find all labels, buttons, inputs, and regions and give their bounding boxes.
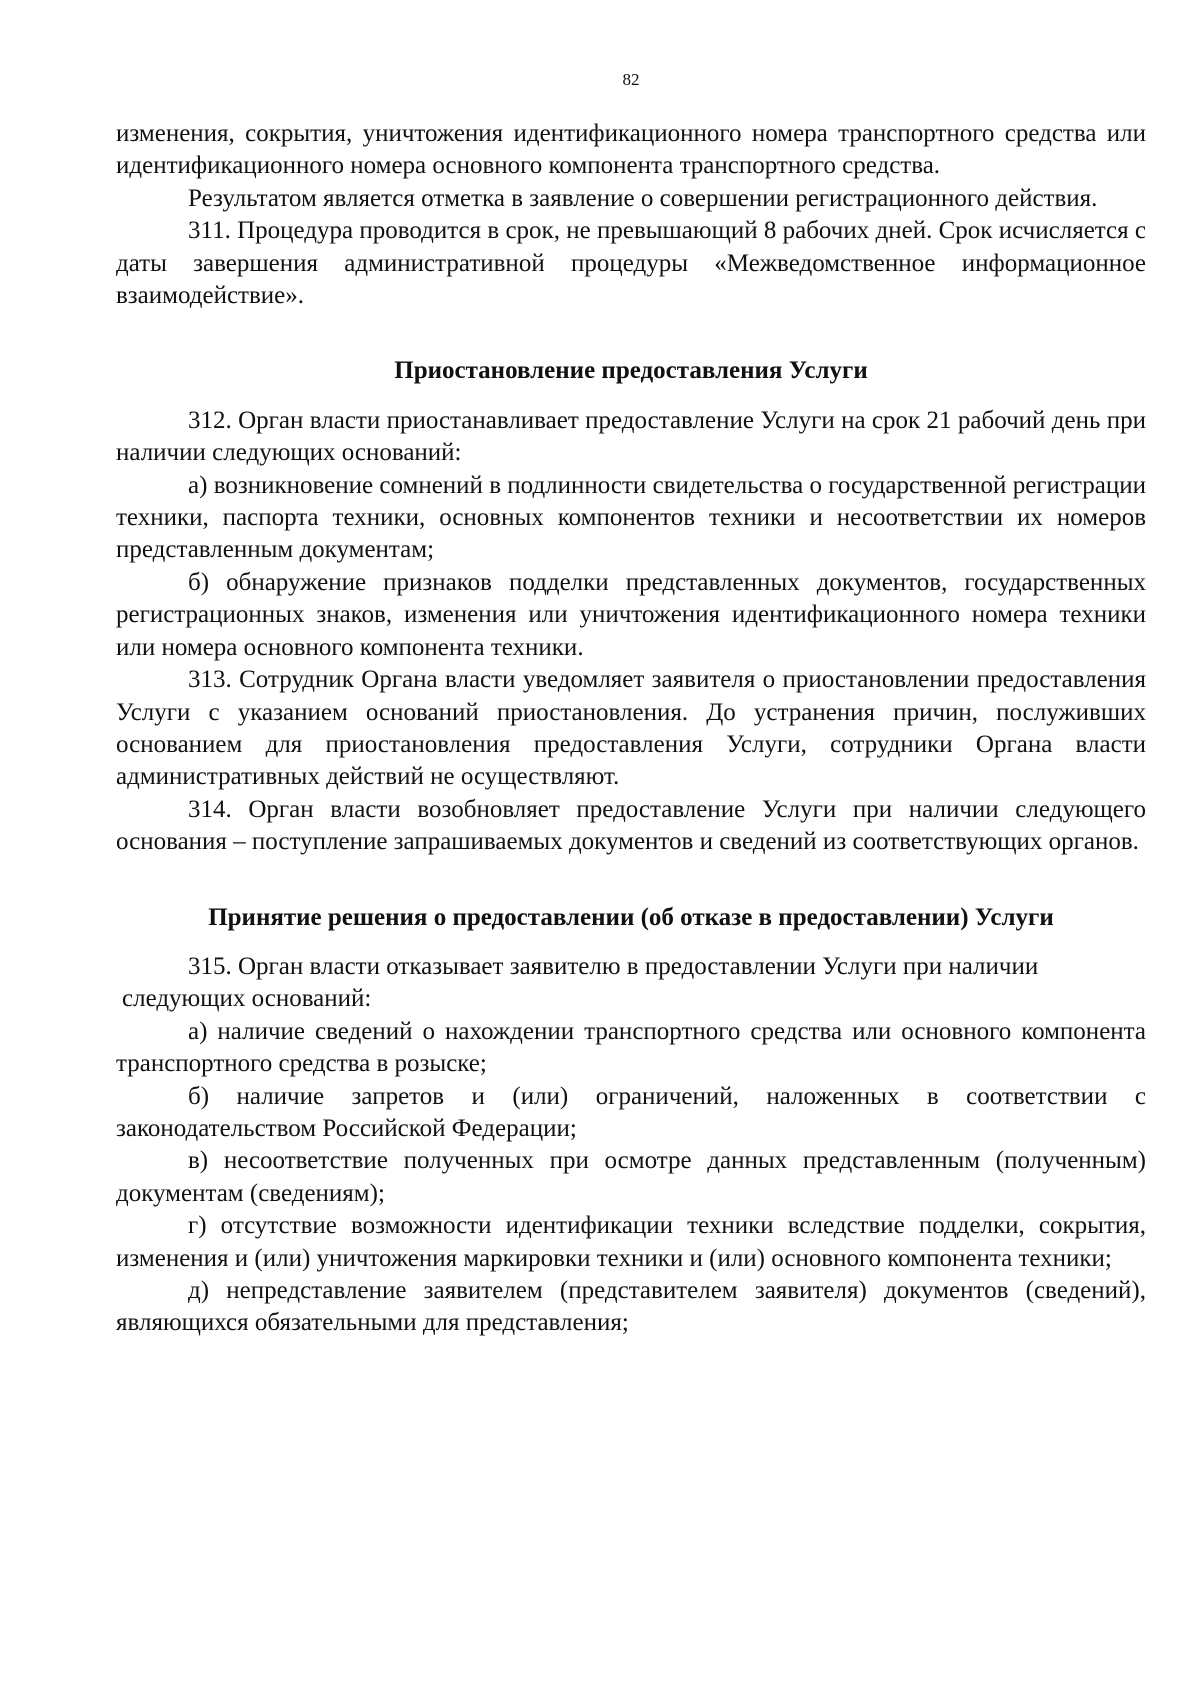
section-heading-decision: Принятие решения о предоставлении (об отказе в предоставлении) Услуги xyxy=(208,903,1054,931)
paragraph-312-b: б) обнаружение признаков подделки представленных документов, государственных регистрационных знаков, изменения или уничтожения идентификационного номера техники или номера основного компонента техники. xyxy=(116,568,1146,661)
page-number: 82 xyxy=(622,70,640,89)
section-spacer xyxy=(116,388,1146,405)
paragraph-315-a: а) наличие сведений о нахождении транспортного средства или основного компонента транспортного средства в розыске; xyxy=(116,1017,1146,1078)
paragraph-continuation: изменения, сокрытия, уничтожения идентификационного номера транспортного средства или идентификационного номера основного компонента транспортного средства. xyxy=(116,120,1146,180)
paragraph-315-continuation: следующих оснований: xyxy=(122,985,372,1013)
paragraph-result: Результатом является отметка в заявление о совершении регистрационного действия. xyxy=(188,184,1098,212)
document-body xyxy=(116,118,1146,1340)
paragraph-314: 314. Орган власти возобновляет предоставление Услуги при наличии следующего основания – поступление запрашиваемых документов и сведений из соответствующих органов. xyxy=(116,795,1146,856)
paragraph-315-d: д) непредставление заявителем (представителем заявителя) документов (сведений), являющихся обязательными для представления; xyxy=(116,1277,1146,1337)
paragraph-315: 315. Орган власти отказывает заявителю в предоставлении Услуги при наличии xyxy=(188,952,1039,980)
paragraph-315-v: в) несоответствие полученных при осмотре данных представленным (полученным) документам (сведениям); xyxy=(116,1147,1146,1207)
paragraph-315-b: б) наличие запретов и (или) ограничений, наложенных в соответствии с законодательством Российской Федерации; xyxy=(116,1082,1146,1142)
paragraph-311: 311. Процедура проводится в срок, не превышающий 8 рабочих дней. Срок исчисляется с даты завершения административной процедуры «Межведомственное информационное взаимодействие». xyxy=(116,217,1146,310)
paragraph-312-a: а) возникновение сомнений в подлинности свидетельства о государственной регистрации техники, паспорта техники, основных компонентов техники и несоответствии их номеров представленным документам; xyxy=(116,471,1146,564)
paragraph-312: 312. Орган власти приостанавливает предоставление Услуги на срок 21 рабочий день при наличии следующих оснований: xyxy=(116,406,1146,467)
paragraph-315-g: г) отсутствие возможности идентификации техники вследствие подделки, сокрытия, изменения и (или) уничтожения маркировки техники и (или) основного компонента техники; xyxy=(116,1212,1146,1272)
section-heading-suspension: Приостановление предоставления Услуги xyxy=(394,357,868,385)
section-spacer xyxy=(116,312,1146,355)
section-spacer xyxy=(116,934,1146,951)
section-spacer xyxy=(116,859,1146,902)
paragraph-313: 313. Сотрудник Органа власти уведомляет заявителя о приостановлении предоставления Услуги с указанием оснований приостановления. До устранения причин, послуживших основанием для приостановления предоставления Услуги, сотрудники Органа власти административных действий не осуществляют. xyxy=(116,666,1146,791)
